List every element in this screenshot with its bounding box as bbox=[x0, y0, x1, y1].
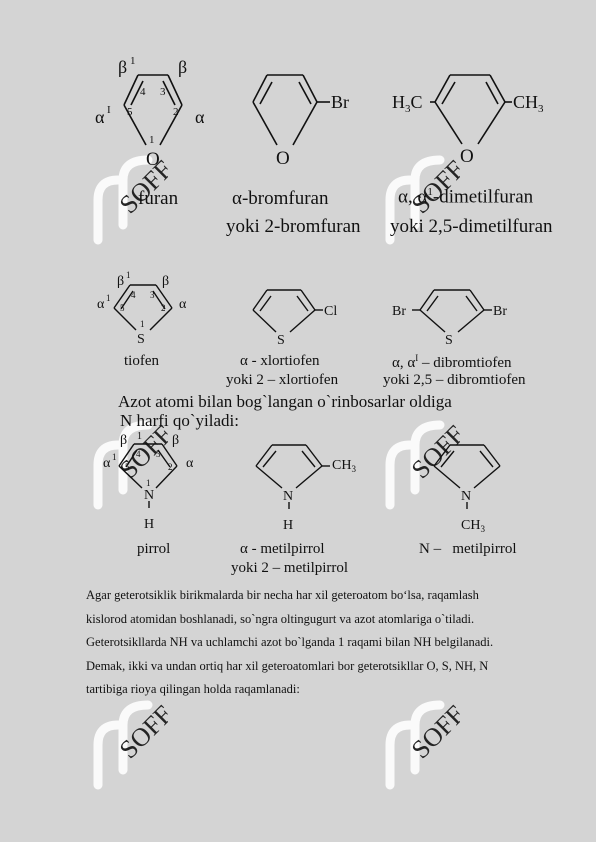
svg-text:N: N bbox=[283, 489, 294, 504]
metilpirrol-n-name: N – metilpirrol bbox=[419, 541, 517, 557]
tiofen-name: tiofen bbox=[124, 353, 159, 369]
svg-text:N: N bbox=[144, 488, 155, 503]
pirrol-structure bbox=[100, 428, 210, 543]
watermark-logo bbox=[370, 690, 460, 800]
svg-text:H3C: $H_3C$ bbox=[392, 92, 423, 115]
svg-text:SOFF: SOFF bbox=[405, 154, 460, 220]
svg-text:α: α bbox=[97, 297, 105, 312]
svg-text:SOFF: SOFF bbox=[113, 419, 168, 485]
svg-text:SOFF: SOFF bbox=[113, 154, 168, 220]
paragraph-line: kislorod atomidan boshlanadi, so`ngra oltingugurt va azot atomlariga o`tiladi. bbox=[86, 611, 475, 626]
heading-line-1: Azot atomi bilan bog`langan o`rinbosarlar oldiga bbox=[118, 392, 452, 411]
svg-text:1: 1 bbox=[146, 478, 151, 488]
dimetilfuran-structure bbox=[390, 62, 555, 182]
metilpirrol-alpha-name: α - metilpirrol bbox=[240, 541, 325, 557]
svg-text:1: 1 bbox=[140, 319, 145, 329]
svg-text:α: α bbox=[103, 456, 111, 471]
bromfuran-name: α-bromfuran bbox=[232, 188, 329, 209]
xlortiofen-alt-name: yoki 2 – xlortiofen bbox=[226, 372, 339, 388]
metilpirrol-alpha-structure bbox=[250, 440, 370, 545]
svg-text:α: α bbox=[186, 456, 194, 471]
svg-text:SOFF: SOFF bbox=[405, 699, 460, 765]
bromfuran-alt-name: yoki 2-bromfuran bbox=[226, 216, 361, 237]
svg-text:CH3: $CH_3$ bbox=[461, 518, 485, 534]
svg-text:4: 4 bbox=[131, 290, 136, 300]
xlortiofen-structure bbox=[245, 280, 355, 355]
svg-text:Br: Br bbox=[392, 304, 406, 319]
svg-text:H: H bbox=[144, 517, 155, 532]
dibromtiofen-structure bbox=[390, 280, 530, 355]
svg-text:5: 5 bbox=[120, 303, 125, 313]
svg-text:β: β bbox=[117, 274, 125, 289]
svg-text:3: 3 bbox=[150, 290, 155, 300]
svg-text:1: 1 bbox=[137, 431, 142, 442]
metilpirrol-n-structure bbox=[428, 440, 518, 545]
paragraph-line: Demak, ikki va undan ortiq har xil geteroatomlari bor geterotsikllar O, S, NH, N bbox=[86, 658, 489, 673]
svg-text:1: 1 bbox=[130, 55, 136, 67]
svg-text:5: 5 bbox=[127, 106, 133, 118]
svg-text:α: α bbox=[179, 297, 187, 312]
svg-text:4: 4 bbox=[136, 449, 141, 459]
svg-text:SOFF: SOFF bbox=[113, 699, 168, 765]
dimetilfuran-name: α, $\alpha^1$-dimetilfuran bbox=[398, 186, 534, 208]
svg-text:S: S bbox=[277, 333, 285, 348]
svg-text:S: S bbox=[137, 332, 145, 347]
svg-text:α: α bbox=[195, 107, 205, 127]
svg-text:CH3: $CH_3$ bbox=[513, 92, 544, 115]
svg-text:3: 3 bbox=[156, 449, 161, 459]
svg-text:β: β bbox=[172, 433, 180, 448]
svg-text:2: 2 bbox=[173, 106, 179, 118]
svg-text:S: S bbox=[445, 333, 453, 348]
svg-text:SOFF: SOFF bbox=[405, 419, 460, 485]
watermark-logo bbox=[78, 690, 168, 800]
svg-text:O: O bbox=[460, 146, 474, 167]
dibromtiofen-name: α, $\alpha^I$ – dibromtiofen bbox=[392, 353, 512, 371]
svg-text:3: 3 bbox=[160, 86, 166, 98]
tiofen-structure bbox=[92, 268, 202, 358]
svg-text:1: 1 bbox=[112, 452, 117, 462]
svg-text:H: H bbox=[283, 518, 294, 533]
svg-text:Cl: Cl bbox=[324, 304, 338, 319]
xlortiofen-name: α - xlortiofen bbox=[240, 353, 320, 369]
svg-text:I: I bbox=[107, 104, 111, 116]
svg-text:β: β bbox=[162, 274, 170, 289]
svg-text:5: 5 bbox=[125, 462, 130, 472]
heading-line-2: N harfi qo`yiladi: bbox=[120, 411, 239, 430]
svg-text:2: 2 bbox=[161, 303, 166, 313]
svg-text:O: O bbox=[146, 149, 160, 170]
paragraph-line: Agar geterotsiklik birikmalarda bir necha har xil geteroatom bo‘lsa, raqamlash bbox=[86, 588, 479, 602]
svg-text:2: 2 bbox=[168, 462, 173, 472]
furan-name: furan bbox=[138, 188, 179, 209]
svg-text:β: β bbox=[120, 433, 128, 448]
metilpirrol-alpha-alt-name: yoki 2 – metilpirrol bbox=[231, 560, 349, 576]
svg-text:Br: Br bbox=[331, 92, 349, 112]
svg-text:O: O bbox=[276, 148, 290, 169]
pirrol-name: pirrol bbox=[137, 541, 171, 557]
svg-text:Br: Br bbox=[493, 304, 507, 319]
svg-text:α: α bbox=[95, 107, 105, 127]
svg-text:CH3: $CH_3$ bbox=[332, 458, 356, 474]
section-heading bbox=[118, 392, 452, 430]
svg-text:1: 1 bbox=[126, 270, 131, 280]
furan-structure bbox=[90, 55, 220, 185]
svg-text:β: β bbox=[178, 57, 188, 77]
paragraph-line: Geterotsikllarda NH va uchlamchi azot bo`lganda 1 raqami bilan NH belgilanadi. bbox=[86, 635, 494, 649]
dibromtiofen-alt-name: yoki 2,5 – dibromtiofen bbox=[383, 372, 526, 388]
furan-beta1: β bbox=[118, 57, 128, 77]
svg-text:N: N bbox=[461, 489, 472, 504]
body-paragraph bbox=[86, 584, 556, 702]
svg-text:1: 1 bbox=[106, 293, 111, 303]
dimetilfuran-alt-name: yoki 2,5-dimetilfuran bbox=[390, 216, 553, 237]
svg-text:1: 1 bbox=[149, 134, 155, 146]
bromfuran-structure bbox=[245, 60, 365, 180]
paragraph-line: tartibiga rioya qilingan holda raqamlanadi: bbox=[86, 682, 300, 696]
svg-text:4: 4 bbox=[140, 86, 146, 98]
